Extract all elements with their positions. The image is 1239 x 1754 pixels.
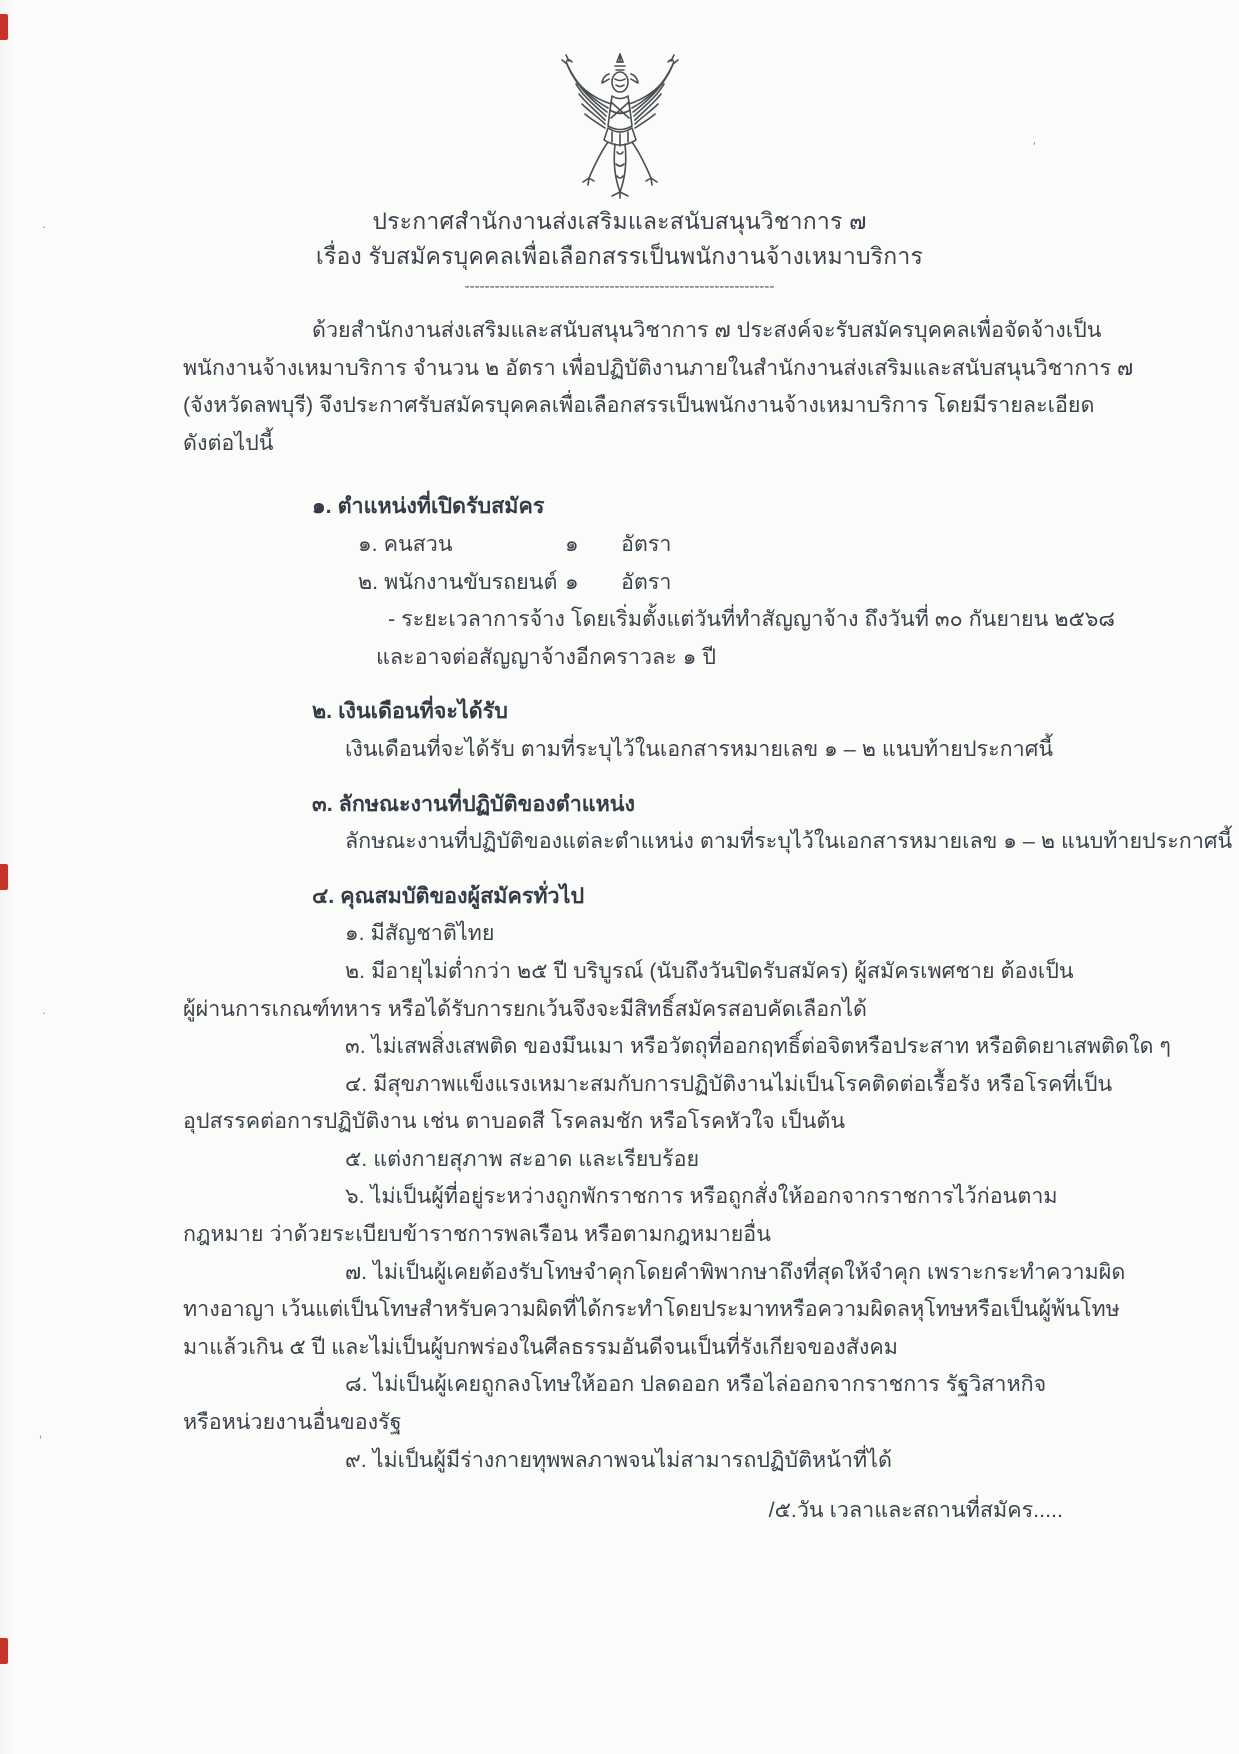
intro-line: ด้วยสำนักงานส่งเสริมและสนับสนุนวิชาการ ๗ ประสงค์จะรับสมัครบุคคลเพื่อจัดจ้างเป็น bbox=[312, 318, 1102, 342]
qualification-line: ๗. ไม่เป็นผู้เคยต้องรับโทษจำคุกโดยคำพิพากษาถึงที่สุดให้จำคุก เพราะกระทำความผิด bbox=[345, 1259, 1126, 1284]
announcement-title-line2: เรื่อง รับสมัครบุคคลเพื่อเลือกสรรเป็นพนักงานจ้างเหมาบริการ bbox=[315, 243, 924, 269]
qualification-line: อุปสรรคต่อการปฏิบัติงาน เช่น ตาบอดสี โรคลมชัก หรือโรคหัวใจ เป็นต้น bbox=[183, 1109, 846, 1134]
position-count: ๑ bbox=[565, 531, 579, 556]
section-2-heading: ๒. เงินเดือนที่จะได้รับ bbox=[312, 699, 508, 724]
scan-speck: ’ bbox=[1030, 138, 1037, 155]
section-1-heading: ๑. ตำแหน่งที่เปิดรับสมัคร bbox=[312, 494, 545, 519]
qualification-line: ๙. ไม่เป็นผู้มีร่างกายทุพพลภาพจนไม่สามารถปฏิบัติหน้าที่ได้ bbox=[345, 1447, 892, 1472]
section-3-body: ลักษณะงานที่ปฏิบัติของแต่ละตำแหน่ง ตามที่ระบุไว้ในเอกสารหมายเลข ๑ – ๒ แนบท้ายประกาศนี้ bbox=[345, 829, 1233, 854]
scan-speck: · bbox=[42, 219, 47, 234]
position-row bbox=[358, 564, 1063, 602]
qualification-line: ๕. แต่งกายสุภาพ สะอาด และเรียบร้อย bbox=[345, 1146, 700, 1171]
qualification-line: ๒. มีอายุไม่ต่ำกว่า ๒๕ ปี บริบูรณ์ (นับถึงวันปิดรับสมัคร) ผู้สมัครเพศชาย ต้องเป็น bbox=[345, 958, 1074, 983]
employment-period-note: และอาจต่อสัญญาจ้างอีกคราวละ ๑ ปี bbox=[376, 644, 717, 669]
document-body bbox=[183, 312, 1233, 1530]
section-3-heading: ๓. ลักษณะงานที่ปฏิบัติของตำแหน่ง bbox=[312, 791, 636, 816]
announcement-title-line1: ประกาศสำนักงานส่งเสริมและสนับสนุนวิชาการ ๗ bbox=[372, 208, 867, 234]
intro-line: (จังหวัดลพบุรี) จึงประกาศรับสมัครบุคคลเพื่อเลือกสรรเป็นพนักงานจ้างเหมาบริการ โดยมีรายละเอียด bbox=[183, 393, 1095, 418]
position-row bbox=[358, 526, 1063, 564]
position-unit: อัตรา bbox=[621, 531, 672, 556]
qualification-line: ทางอาญา เว้นแต่เป็นโทษสำหรับความผิดที่ได้กระทำโดยประมาทหรือความผิดลหุโทษหรือเป็นผู้พ้นโทษ bbox=[183, 1297, 1120, 1322]
qualification-line: ๔. มีสุขภาพแข็งแรงเหมาะสมกับการปฏิบัติงานไม่เป็นโรคติดต่อเรื้อรัง หรือโรคที่เป็น bbox=[345, 1071, 1113, 1096]
scan-edge-mark bbox=[0, 14, 8, 40]
position-name: ๑. คนสวน bbox=[358, 531, 453, 556]
qualification-line: ผู้ผ่านการเกณฑ์ทหาร หรือได้รับการยกเว้นจึงจะมีสิทธิ์สมัครสอบคัดเลือกได้ bbox=[183, 996, 867, 1021]
dashed-separator: -------------------------------------------------------------- bbox=[464, 278, 775, 295]
scan-edge-mark bbox=[0, 864, 8, 890]
qualification-line: ๖. ไม่เป็นผู้ที่อยู่ระหว่างถูกพักราชการ หรือถูกสั่งให้ออกจากราชการไว้ก่อนตาม bbox=[345, 1184, 1058, 1209]
intro-line: พนักงานจ้างเหมาบริการ จำนวน ๒ อัตรา เพื่อปฏิบัติงานภายในสำนักงานส่งเสริมและสนับสนุนวิชาการ ๗ bbox=[183, 355, 1134, 380]
garuda-emblem bbox=[545, 52, 695, 200]
scan-edge-mark bbox=[0, 1638, 8, 1664]
position-count: ๑ bbox=[565, 569, 579, 594]
qualification-line: ๓. ไม่เสพสิ่งเสพติด ของมึนเมา หรือวัตถุที่ออกฤทธิ์ต่อจิตหรือประสาท หรือติดยาเสพติดใด ๆ bbox=[345, 1034, 1171, 1059]
position-unit: อัตรา bbox=[621, 569, 672, 594]
continuation-note: /๕.วัน เวลาและสถานที่สมัคร..... bbox=[768, 1498, 1063, 1523]
qualification-line: กฎหมาย ว่าด้วยระเบียบข้าราชการพลเรือน หรือตามกฎหมายอื่น bbox=[183, 1222, 771, 1247]
section-2-body: เงินเดือนที่จะได้รับ ตามที่ระบุไว้ในเอกสารหมายเลข ๑ – ๒ แนบท้ายประกาศนี้ bbox=[345, 736, 1054, 761]
intro-line: ดังต่อไปนี้ bbox=[183, 430, 274, 455]
employment-period-note: - ระยะเวลาการจ้าง โดยเริ่มตั้งแต่วันที่ทำสัญญาจ้าง ถึงวันที่ ๓๐ กันยายน ๒๕๖๘ bbox=[388, 607, 1116, 632]
qualification-line: ๘. ไม่เป็นผู้เคยถูกลงโทษให้ออก ปลดออก หรือไล่ออกจากราชการ รัฐวิสาหกิจ bbox=[345, 1372, 1047, 1397]
section-4-heading: ๔. คุณสมบัติของผู้สมัครทั่วไป bbox=[312, 883, 585, 908]
position-name: ๒. พนักงานขับรถยนต์ bbox=[358, 569, 558, 594]
scan-speck: · bbox=[42, 1005, 47, 1020]
qualification-line: มาแล้วเกิน ๕ ปี และไม่เป็นผู้บกพร่องในศีลธรรมอันดีจนเป็นที่รังเกียจของสังคม bbox=[183, 1334, 898, 1359]
qualification-line: ๑. มีสัญชาติไทย bbox=[345, 921, 495, 946]
scan-speck: ‚ bbox=[39, 1425, 42, 1440]
qualification-line: หรือหน่วยงานอื่นของรัฐ bbox=[183, 1410, 402, 1435]
